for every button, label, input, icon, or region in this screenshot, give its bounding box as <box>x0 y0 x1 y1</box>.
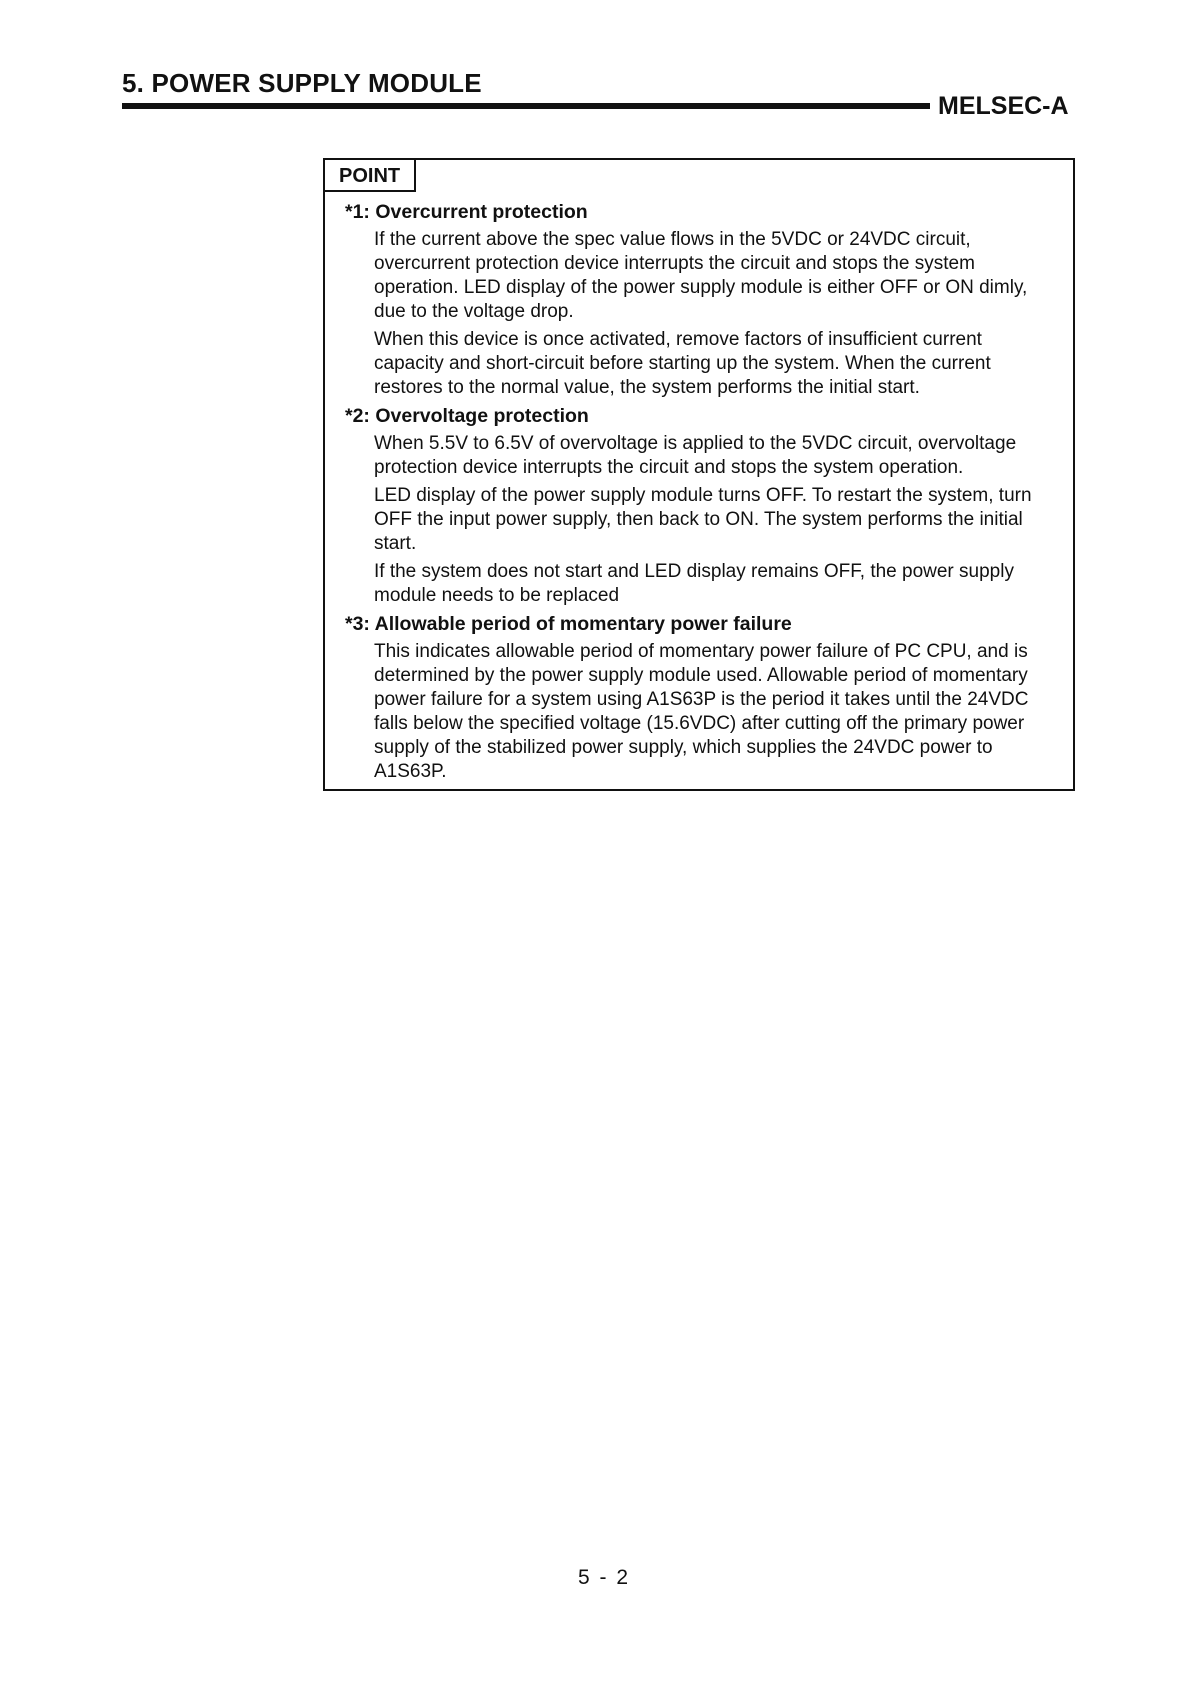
brand-label: MELSEC-A <box>938 92 1069 120</box>
note-paragraph: This indicates allowable period of momentary power failure of PC CPU, and is determined by the power supply module used. Allowable period of momentary power failure for a system using A1S63P is the period it takes until the 24VDC falls below the specified voltage (15.6VDC) after cutting off the primary power supply of the stabilized power supply, which supplies the 24VDC power to A1S63P. <box>374 641 1029 782</box>
note-paragraph: When this device is once activated, remove factors of insufficient current capacity and short-circuit before starting up the system. When the current restores to the normal value, the system performs the initial start. <box>374 329 991 398</box>
note-heading: *1: Overcurrent protection <box>345 201 588 223</box>
note-paragraph: If the system does not start and LED display remains OFF, the power supply module needs to be replaced <box>374 561 1014 606</box>
note-paragraph: If the current above the spec value flows in the 5VDC or 24VDC circuit, overcurrent protection device interrupts the circuit and stops the system operation. LED display of the power supply module is either OFF or ON dimly, due to the voltage drop. <box>374 229 1028 322</box>
note-overvoltage <box>345 404 1065 608</box>
note-paragraph: LED display of the power supply module turns OFF. To restart the system, turn OFF the input power supply, then back to ON. The system performs the initial start. <box>374 485 1032 554</box>
point-tag: POINT <box>323 158 416 192</box>
page-number: 5 - 2 <box>578 1566 631 1589</box>
section-title: 5. POWER SUPPLY MODULE <box>122 68 482 98</box>
note-list <box>345 200 1065 788</box>
note-overcurrent <box>345 200 1065 400</box>
note-momentary-power-failure <box>345 612 1065 784</box>
note-heading: *2: Overvoltage protection <box>345 405 589 427</box>
point-box <box>323 158 1075 791</box>
header-rule <box>122 103 930 109</box>
note-heading: *3: Allowable period of momentary power failure <box>345 613 792 635</box>
note-paragraph: When 5.5V to 6.5V of overvoltage is applied to the 5VDC circuit, overvoltage protection device interrupts the circuit and stops the system operation. <box>374 433 1017 478</box>
